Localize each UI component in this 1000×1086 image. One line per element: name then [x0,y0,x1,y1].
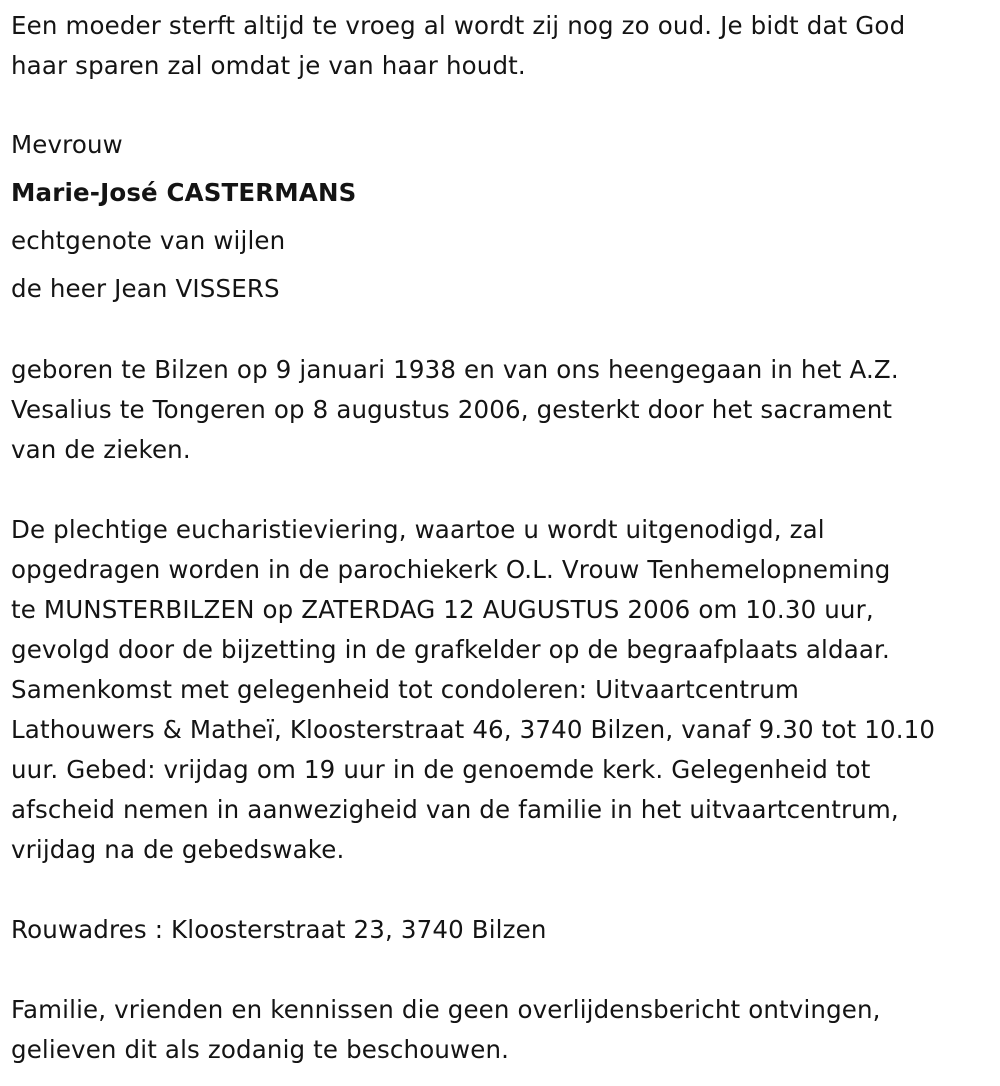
deceased-name: Marie-José CASTERMANS [11,178,357,207]
closing-line: gelieven dit als zodanig te beschouwen. [11,1035,510,1064]
ceremony-line: uur. Gebed: vrijdag om 19 uur in de genoemde kerk. Gelegenheid tot [11,755,871,784]
ceremony-line: te MUNSTERBILZEN op ZATERDAG 12 AUGUSTUS 2006 om 10.30 uur, [11,595,874,624]
birth-death-line: geboren te Bilzen op 9 januari 1938 en van ons heengegaan in het A.Z. [11,355,899,384]
quote-line: haar sparen zal omdat je van haar houdt. [11,51,526,80]
closing-line: Familie, vrienden en kennissen die geen overlijdensbericht ontvingen, [11,995,881,1024]
ceremony-line: De plechtige eucharistieviering, waartoe u wordt uitgenodigd, zal [11,515,825,544]
ceremony-line: gevolgd door de bijzetting in de grafkelder op de begraafplaats aldaar. [11,635,890,664]
birth-death-line: van de zieken. [11,435,191,464]
mourning-address: Rouwadres : Kloosterstraat 23, 3740 Bilzen [11,915,547,944]
ceremony-line: Lathouwers & Matheï, Kloosterstraat 46, 3740 Bilzen, vanaf 9.30 tot 10.10 [11,715,936,744]
ceremony-line: afscheid nemen in aanwezigheid van de familie in het uitvaartcentrum, [11,795,899,824]
ceremony-line: opgedragen worden in de parochiekerk O.L. Vrouw Tenhemelopneming [11,555,891,584]
quote-line: Een moeder sterft altijd te vroeg al wordt zij nog zo oud. Je bidt dat God [11,11,906,40]
birth-death-line: Vesalius te Tongeren op 8 augustus 2006, gesterkt door het sacrament [11,395,893,424]
ceremony-line: Samenkomst met gelegenheid tot condoleren: Uitvaartcentrum [11,675,800,704]
spouse-name: de heer Jean VISSERS [11,274,280,303]
person-title: Mevrouw [11,130,123,159]
spouse-relation: echtgenote van wijlen [11,226,286,255]
ceremony-line: vrijdag na de gebedswake. [11,835,345,864]
